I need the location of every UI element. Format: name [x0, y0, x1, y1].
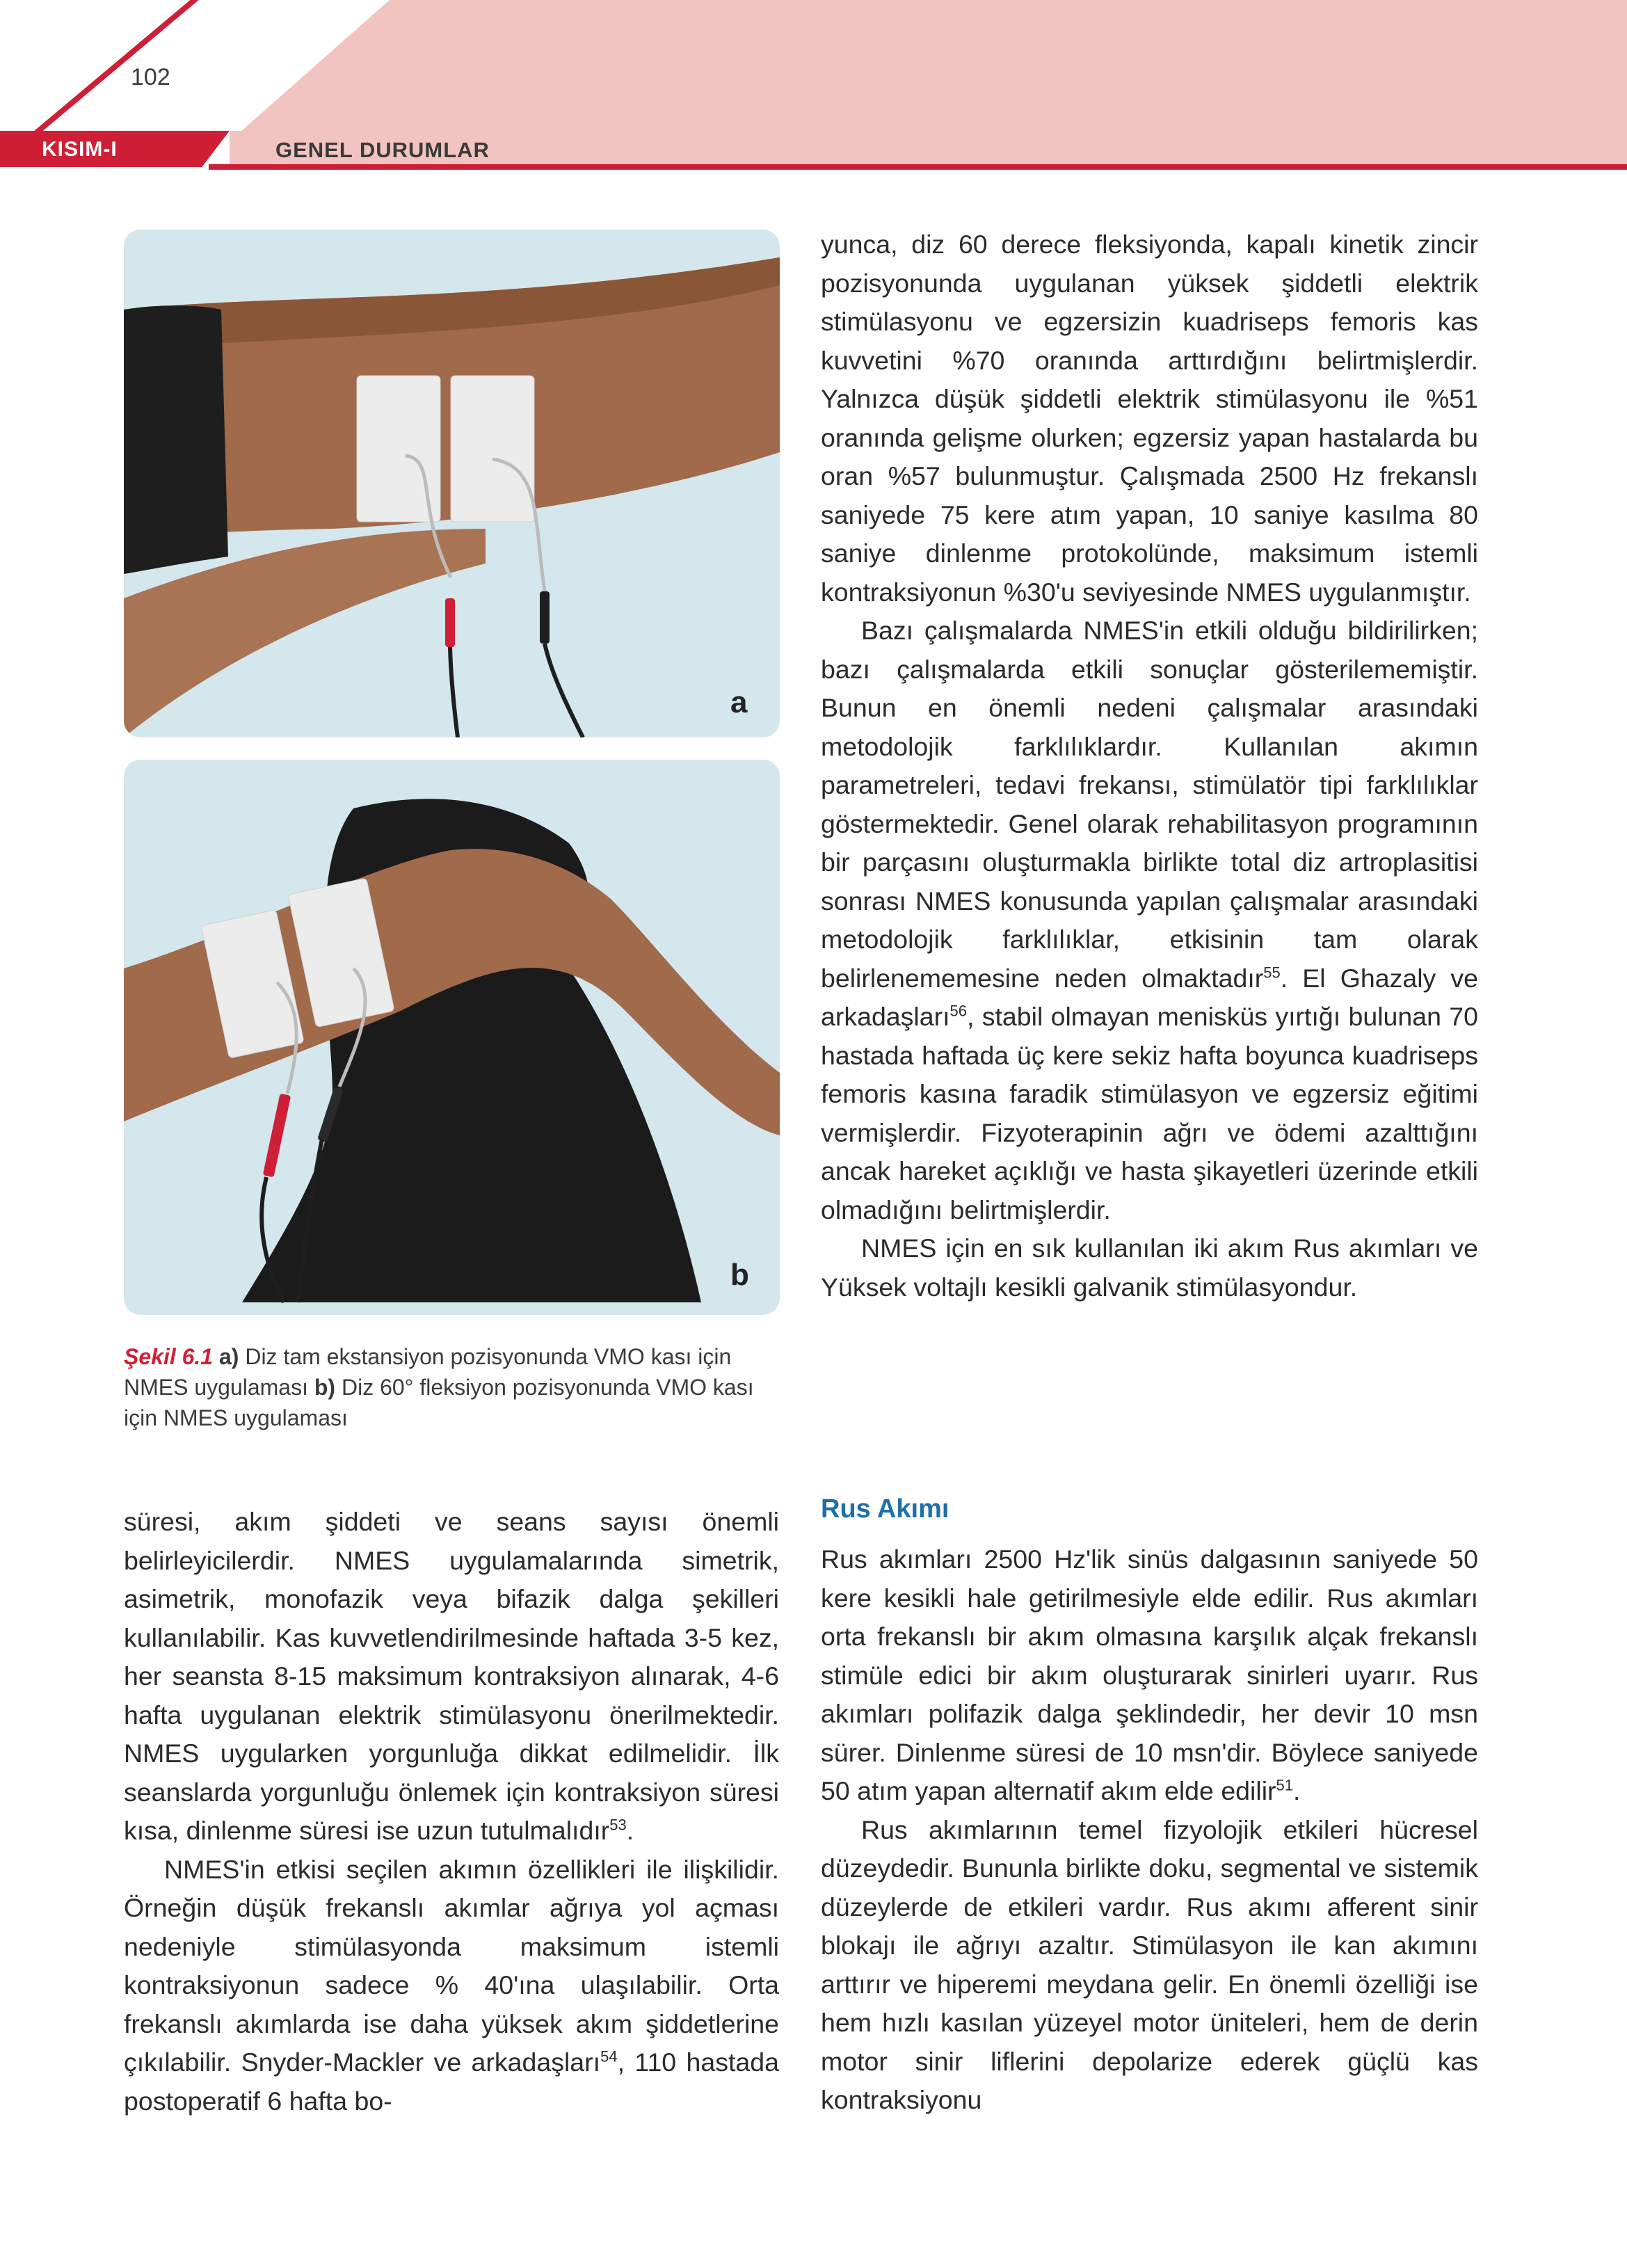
- panel-letter-a: a: [730, 685, 748, 719]
- paragraph-text: süresi, akım şiddeti ve seans sayısı önemli belirleyicilerdir. NMES uygulamalarında simetrik, asimetrik, monofazik veya bifazik dalga şekilleri kullanılabilir. Kas kuvvetlendirilmesinde haftada 3-5 kez, her seansta 8-15 maksimum kontraksiyon alınarak, 4-6 hafta uygulanan elektrik stimülasyonu önerilmektedir. NMES uygularken yorgunluğa dikkat edilmelidir. İlk seanslarda yorgunluğu önlemek için kontraksiyon süresi kısa, dinlenme süresi ise uzun tutulmalıdır: [124, 1507, 779, 1845]
- paragraph: yunca, diz 60 derece fleksiyonda, kapalı kinetik zincir pozisyonunda uygulanan yüksek şiddetli elektrik stimülasyonu ve egzersizin kuadriseps femoris kas kuvvetini %70 oranında arttırdığını belirtmişlerdir. Yalnızca düşük şiddetli elektrik stimülasyonu ile %51 oranında gelişme olurken; egzersiz yapan hastalarda bu oran %57 bulunmuştur. Çalışmada 2500 Hz frekanslı saniyede 75 kere atım yapan, 10 saniye kasılma 80 saniye dinlenme protokolünde, maksimum istemli kontraksiyonun %30'u seviyesinde NMES uygulanmıştır.: [821, 230, 1478, 607]
- caption-label: Şekil 6.1: [124, 1344, 214, 1369]
- right-column-section: [821, 1540, 1478, 2120]
- paragraph-text: NMES'in etkisi seçilen akımın özellikleri ile ilişkilidir. Örneğin düşük frekanslı akımlar ağrıya yol açması nedeniyle stimülasyonda maksimum istemli kontraksiyonun sadece % 40'ına ulaşılabilir. Orta frekanslı akımlarda ise daha yüksek akım şiddetlerine çıkılabilir. Snyder-Mackler ve arkadaşları: [124, 1854, 779, 2077]
- paragraph-text: Bazı çalışmalarda NMES'in etkili olduğu bildirilirken; bazı çalışmalarda etkili sonuçlar gösterilememiştir. Bunun en önemli nedeni çalışmalar arasındaki metodolojik farklılıklardır. Kullanılan akımın parametreleri, tedavi frekansı, stimülatör tipi farklılıklar göstermektedir. Genel olarak rehabilitasyon programının bir parçasını oluşturmakla birlikte total diz artroplasitisi sonrası NMES konusunda yapılan çalışmalar arasındaki metodolojik farklılıklar, etkisinin tam olarak belirlenememesine neden olmaktadır: [821, 616, 1478, 993]
- paragraph: Rus akımlarının temel fizyolojik etkileri hücresel düzeydedir. Bununla birlikte doku, segmental ve sistemik düzeylerde de etkileri vardır. Rus akımı afferent sinir blokajı ile ağrıyı azaltır. Stimülasyon ile kan akımını arttırır ve hiperemi meydana gelir. En önemli özelliği ise hem hızlı kasılan yüzeyel motor üniteleri, hem de derin motor sinir liflerini depolarize ederek güçlü kas kontraksiyonu: [821, 1814, 1478, 2114]
- paragraph-text: , stabil olmayan menisküs yırtığı bulunan 70 hastada haftada üç kere sekiz hafta boyunca kuadriseps femoris kasına faradik stimülasyon ve egzersiz eğitimi vermişlerdir. Fizyoterapinin ağrı ve ödemi azalttığını ancak hareket açıklığı ve hasta şikayetleri üzerinde etkili olmadığını belirtmişlerdir.: [821, 1002, 1478, 1224]
- paragraph-text: .: [1293, 1776, 1301, 1805]
- paragraph-text: Rus akımları 2500 Hz'lik sinüs dalgasının saniyede 50 kere kesikli hale getirilmesiyle elde edilir. Rus akımları orta frekanslı bir akım olmasına karşılık alçak frekanslı stimüle edici bir akım oluşturarak sinirleri uyarır. Rus akımları polifazik dalga şeklindedir, her devir 10 msn sürer. Dinlenme süresi de 10 msn'dir. Böylece saniyede 50 atım yapan alternatif akım elde edilir: [821, 1544, 1478, 1805]
- caption-marker-a: a): [218, 1344, 239, 1369]
- knee-flexion-illustration: [124, 760, 780, 1315]
- paragraph-text: , 110 hastada postoperatif 6 hafta bo-: [124, 2047, 779, 2116]
- right-column: [821, 225, 1478, 1307]
- reference-number: 51: [1276, 1776, 1293, 1794]
- caption-marker-b: b): [314, 1375, 336, 1400]
- figure-photo-a: [124, 230, 780, 737]
- reference-number: 55: [1263, 964, 1281, 981]
- paragraph: [821, 612, 1478, 1229]
- panel-letter-b: b: [730, 1258, 749, 1292]
- reference-number: 56: [949, 1002, 967, 1020]
- paragraph: [124, 1851, 779, 2121]
- arm-extension-illustration: [124, 230, 780, 737]
- section-heading: Rus Akımı: [821, 1494, 949, 1524]
- figure-caption: [124, 1341, 771, 1433]
- paragraph: [821, 1540, 1478, 1811]
- reference-number: 54: [600, 2047, 618, 2066]
- paragraph: [124, 1503, 779, 1851]
- paragraph-text: . El Ghazaly ve arkadaşları: [821, 963, 1478, 1031]
- part-label: KISIM-I: [42, 138, 118, 161]
- caption-text-b: Diz 60° fleksiyon pozisyonunda VMO kası için NMES uygulaması: [124, 1375, 754, 1430]
- reference-number: 53: [609, 1816, 627, 1834]
- paragraph: NMES için en sık kullanılan iki akım Rus akımları ve Yüksek voltajlı kesikli galvanik stimülasyondur.: [821, 1233, 1478, 1302]
- chapter-title: GENEL DURUMLAR: [275, 138, 490, 162]
- chapter-bar-line: [209, 164, 1627, 170]
- figure-photo-b: [124, 760, 780, 1315]
- page-number: 102: [131, 64, 170, 90]
- left-column: [124, 1503, 779, 2121]
- caption-text-a: Diz tam ekstansiyon pozisyonunda VMO kası için NMES uygulaması: [124, 1344, 732, 1400]
- paragraph-text: .: [626, 1816, 634, 1845]
